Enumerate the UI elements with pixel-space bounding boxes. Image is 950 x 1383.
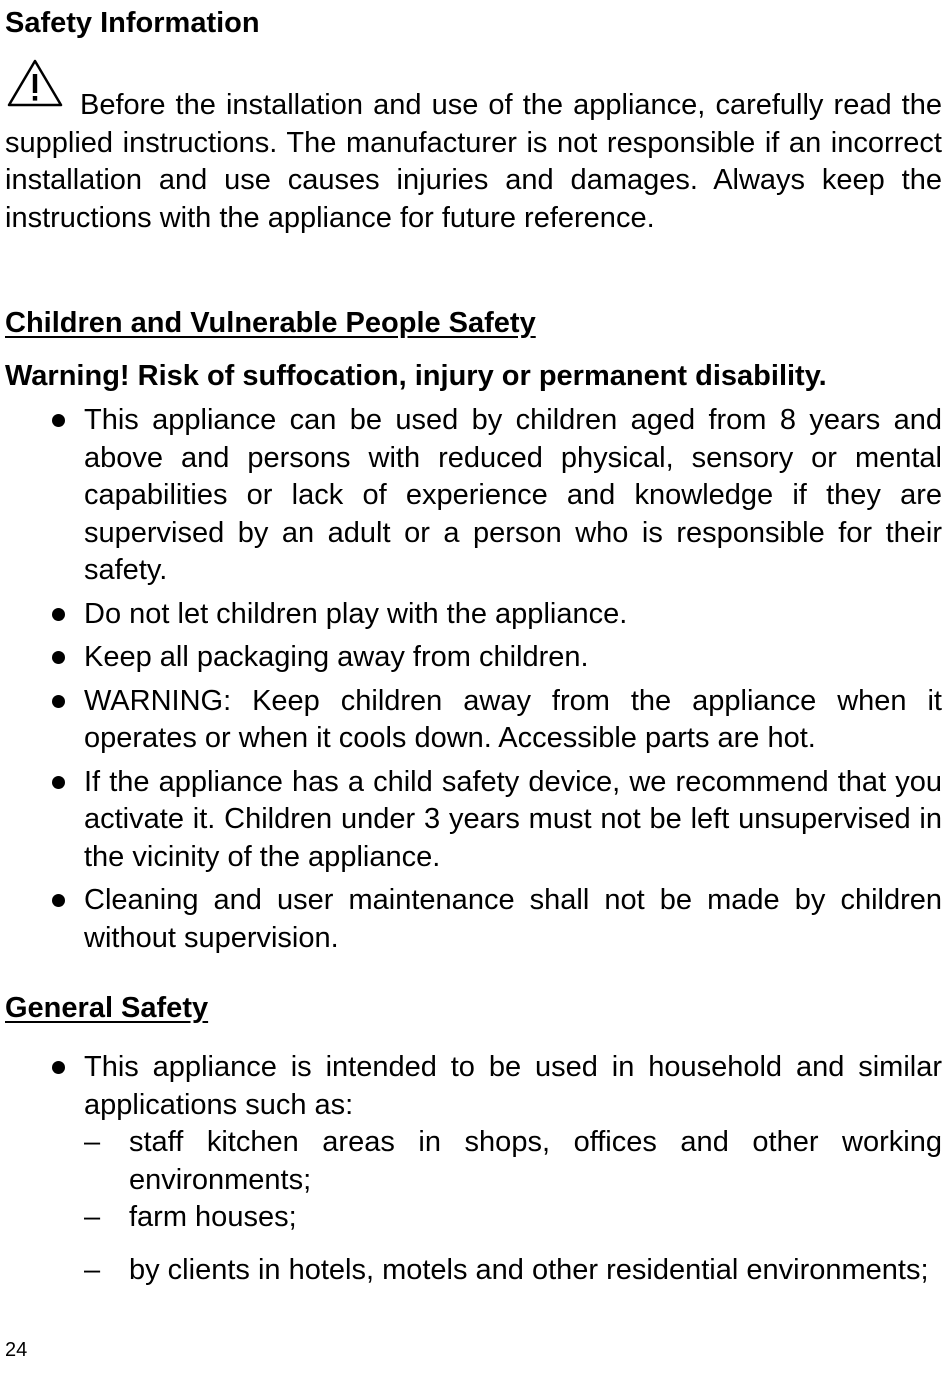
dash-marker: – <box>84 1201 101 1233</box>
page-number: 24 <box>5 1339 28 1361</box>
intro-text: Before the installation and use of the appliance, carefully read the supplied instructions. The manufacturer is not responsible if an incorrect installation and use causes injuries and damages. Always keep the instructions with the appliance for future reference. <box>5 89 942 234</box>
list-item: If the appliance has a child safety device, we recommend that you activate it. Children under 3 years must not be left unsupervised in the vicinity of the appliance. <box>0 764 942 877</box>
warning-statement: Warning! Risk of suffocation, injury or permanent disability. <box>5 360 827 392</box>
usage-sublist <box>84 1124 942 1289</box>
children-safety-heading: Children and Vulnerable People Safety <box>5 307 536 339</box>
bullet-icon <box>52 695 65 708</box>
bullet-icon <box>52 776 65 789</box>
children-safety-list <box>0 402 942 957</box>
dash-marker: – <box>84 1253 101 1286</box>
intro-paragraph <box>5 87 942 237</box>
bullet-icon <box>52 894 65 907</box>
bullet-icon <box>52 608 65 621</box>
list-item: This appliance can be used by children aged from 8 years and above and persons with reduced physical, sensory or mental capabilities or lack of experience and knowledge if they are supervised by an adult or a person who is responsible for their safety. <box>0 402 942 590</box>
bullet-icon <box>52 1061 65 1074</box>
general-safety-heading: General Safety <box>5 992 209 1024</box>
dash-marker: – <box>84 1126 101 1158</box>
list-item: WARNING: Keep children away from the appliance when it operates or when it cools down. Accessible parts are hot. <box>0 683 942 758</box>
bullet-icon <box>52 414 65 427</box>
list-item: This appliance is intended to be used in household and similar applications such as: – staff kitchen areas in shops, offices and other working environments; – farm houses; – by clients in hotels, motels and other residential environments; <box>0 1049 942 1289</box>
bullet-icon <box>52 651 65 664</box>
sub-list-item: – farm houses; <box>84 1199 942 1237</box>
sub-list-item: – staff kitchen areas in shops, offices and other working environments; <box>84 1126 942 1196</box>
list-item: Do not let children play with the appliance. <box>0 596 942 634</box>
general-safety-list <box>0 1049 942 1289</box>
list-item: Cleaning and user maintenance shall not be made by children without supervision. <box>0 882 942 957</box>
list-item: Keep all packaging away from children. <box>0 639 942 677</box>
page-title: Safety Information <box>5 7 260 39</box>
sub-list-item: – by clients in hotels, motels and other residential environments; <box>84 1252 942 1290</box>
